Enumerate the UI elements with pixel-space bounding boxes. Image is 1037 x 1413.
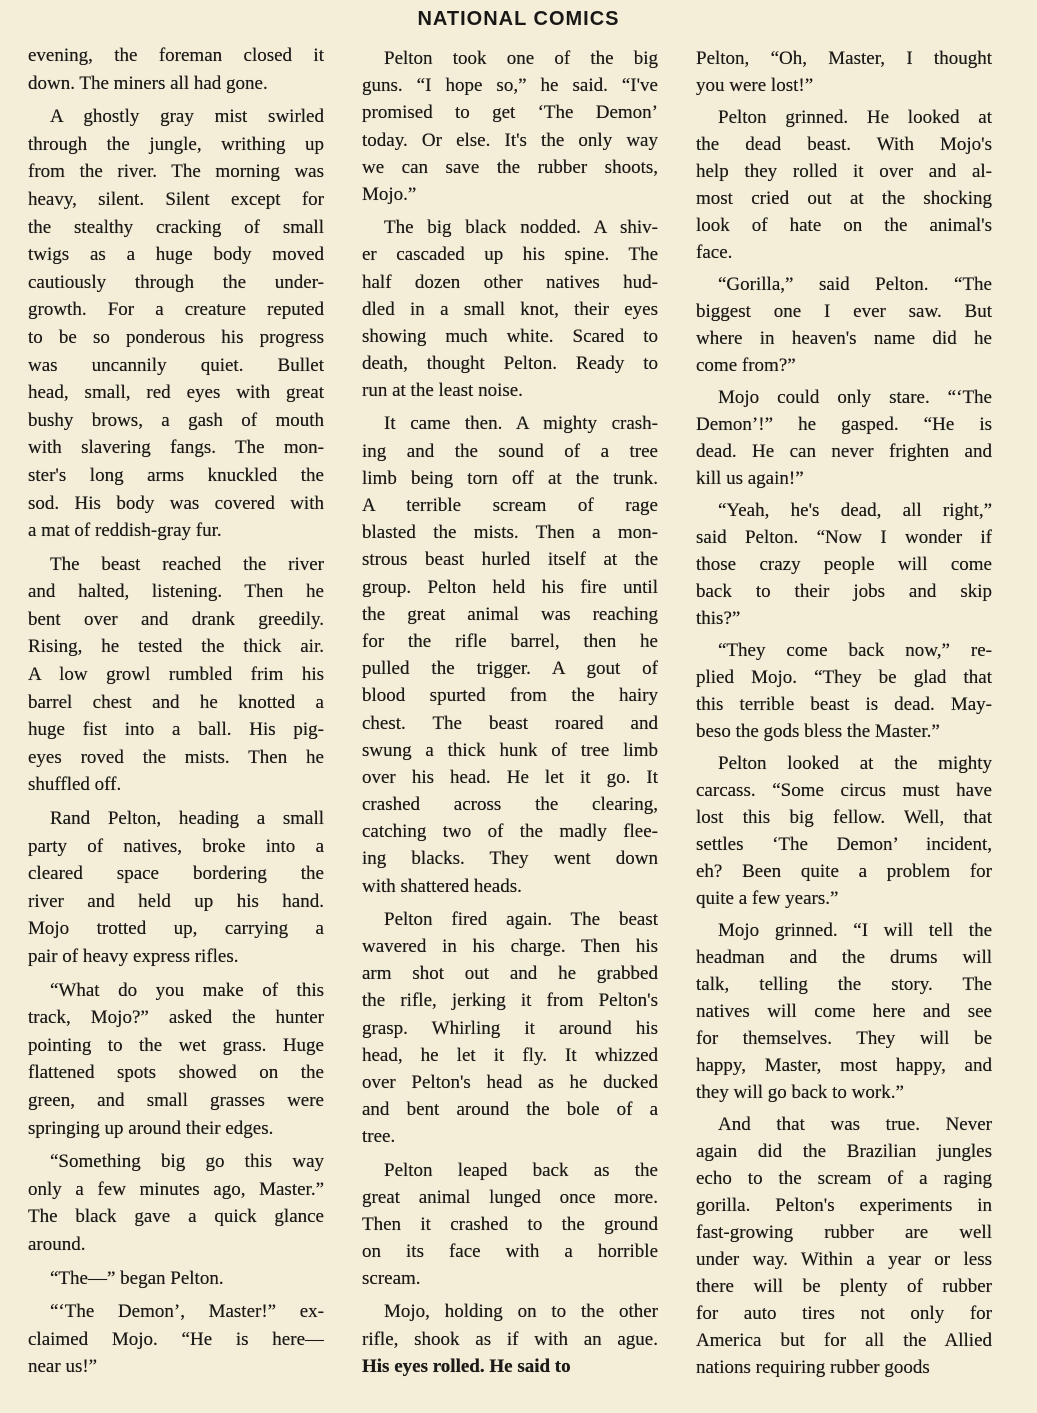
text-column-3 <box>696 45 992 1386</box>
text-line: over his head. He let it go. It <box>362 766 658 788</box>
text-line: run at the least noise. <box>362 380 523 402</box>
text-line: blood spurted from the hairy <box>362 685 658 707</box>
text-line: shuffled off. <box>28 774 122 796</box>
text-line: springing up around their edges. <box>28 1117 274 1139</box>
text-line: barrel chest and he knotted a <box>28 691 324 713</box>
text-line: echo to the scream of a raging <box>696 1168 992 1189</box>
text-line: come from?” <box>696 355 796 376</box>
text-line: “Yeah, he's dead, all right,” <box>718 500 992 521</box>
text-line: wavered in his charge. Then his <box>362 936 658 957</box>
text-line: A low growl rumbled frim his <box>28 664 324 686</box>
text-line: those crazy people will come <box>696 554 992 575</box>
text-line: was uncannily quiet. Bullet <box>28 354 324 376</box>
text-line: “They come back now,” re- <box>718 640 992 661</box>
text-line: Pelton, “Oh, Master, I thought <box>696 48 992 69</box>
text-line: around. <box>28 1233 86 1255</box>
text-line: “What do you make of this <box>50 979 324 1001</box>
text-line: this?” <box>696 608 741 629</box>
text-line: face. <box>696 242 733 263</box>
text-line: huge fist into a ball. His pig- <box>28 719 324 741</box>
text-line: Mojo could only stare. “‘The <box>718 387 992 408</box>
paragraph <box>696 637 992 745</box>
paragraph <box>696 497 992 632</box>
text-line: flattened spots showed on the <box>28 1062 324 1084</box>
text-line: swung a thick hunk of tree limb <box>362 739 658 761</box>
text-line: biggest one I ever saw. But <box>696 301 992 322</box>
text-line: with shattered heads. <box>362 875 522 897</box>
text-line: grasp. Whirling it around his <box>362 1017 658 1039</box>
text-line: dead. He can never frighten and <box>696 441 992 462</box>
text-line: help they rolled it over and al- <box>696 161 992 182</box>
text-line: Pelton looked at the mighty <box>718 753 992 774</box>
text-line: A terrible scream of rage <box>362 495 658 516</box>
page-header-title: NATIONAL COMICS <box>417 8 620 30</box>
paragraph <box>28 1298 324 1381</box>
paragraph <box>362 214 658 404</box>
text-line: this terrible beast is dead. May- <box>696 694 992 715</box>
paragraph <box>28 977 324 1143</box>
paragraph <box>362 1157 658 1293</box>
text-line: river and held up his hand. <box>28 890 324 912</box>
text-line: party of natives, broke into a <box>28 835 324 857</box>
text-line: Mojo trotted up, carrying a <box>28 918 324 940</box>
paragraph <box>362 1298 658 1380</box>
text-line: crashed across the clearing, <box>362 794 658 816</box>
text-line: Mojo, holding on to the other <box>384 1301 658 1323</box>
text-line: ster's long arms knuckled the <box>28 464 324 486</box>
text-line: Demon’!” he gasped. “He is <box>696 414 992 435</box>
text-line: heavy, silent. Silent except for <box>28 188 324 210</box>
text-line: And that was true. Never <box>718 1114 992 1135</box>
text-line: cautiously through the under- <box>28 271 324 293</box>
text-line: “Something big go this way <box>50 1151 324 1173</box>
text-line: promised to get ‘The Demon’ <box>362 102 658 124</box>
text-line: showing much white. Scared to <box>362 325 658 347</box>
text-line: Mojo.” <box>362 183 417 205</box>
text-line: gorilla. Pelton's experiments in <box>696 1195 992 1216</box>
text-line: strous beast hurled itself at the <box>362 549 658 571</box>
text-line: pointing to the wet grass. Huge <box>28 1034 324 1056</box>
text-line: scream. <box>362 1268 421 1290</box>
text-line: for themselves. They will be <box>696 1028 992 1049</box>
text-line: the stealthy cracking of small <box>28 216 324 238</box>
text-line: blasted the mists. Then a mon- <box>362 522 658 544</box>
text-line: America but for all the Allied <box>696 1330 992 1351</box>
text-line: nations requiring rubber goods <box>696 1357 930 1378</box>
text-line: with slavering fangs. The mon- <box>28 437 324 459</box>
text-line: fast-growing rubber are well <box>696 1222 992 1243</box>
text-line: under way. Within a year or less <box>696 1249 992 1270</box>
paragraph <box>28 805 324 971</box>
text-line: look of hate on the animal's <box>696 215 992 236</box>
text-line: eh? Been quite a problem for <box>696 861 992 882</box>
text-line: through the jungle, writhing up <box>28 133 324 155</box>
text-line: Pelton took one of the big <box>384 48 658 69</box>
text-line: dled in a small knot, their eyes <box>362 298 658 320</box>
text-line: bushy brows, a gash of mouth <box>28 409 324 431</box>
text-line: you were lost!” <box>696 75 814 96</box>
text-line: kill us again!” <box>696 468 804 489</box>
text-line: ing blacks. They went down <box>362 848 658 870</box>
text-line: from the river. The morning was <box>28 161 324 183</box>
text-line: down. The miners all had gone. <box>28 72 268 94</box>
text-line: a mat of reddish-gray fur. <box>28 520 222 542</box>
text-line: only a few minutes ago, Master.” <box>28 1178 324 1200</box>
text-line: carcass. “Some circus must have <box>696 780 992 801</box>
text-line: half dozen other natives hud- <box>362 271 658 293</box>
text-line: Then it crashed to the ground <box>362 1213 658 1235</box>
paragraph <box>28 103 324 545</box>
paragraph <box>696 1111 992 1381</box>
text-line: His eyes rolled. He said to <box>362 1355 571 1377</box>
text-line: Pelton leaped back as the <box>384 1159 658 1181</box>
text-line: said Pelton. “Now I wonder if <box>696 527 992 548</box>
text-line: on its face with a horrible <box>362 1241 658 1263</box>
paragraph <box>28 1265 324 1293</box>
paragraph <box>28 42 324 97</box>
text-line: great animal lunged once more. <box>362 1186 658 1208</box>
paragraph <box>696 271 992 379</box>
text-line: today. Or else. It's the only way <box>362 129 658 151</box>
text-line: chest. The beast roared and <box>362 712 658 734</box>
text-line: lost this big fellow. Well, that <box>696 807 992 828</box>
text-line: eyes roved the mists. Then he <box>28 746 324 768</box>
text-line: Pelton grinned. He looked at <box>718 107 992 128</box>
text-line: pulled the trigger. A gout of <box>362 658 658 680</box>
text-line: guns. “I hope so,” he said. “I've <box>362 75 658 97</box>
text-line: for auto tires not only for <box>696 1303 992 1324</box>
text-line: and bent around the bole of a <box>362 1099 658 1121</box>
text-line: Rand Pelton, heading a small <box>50 808 324 830</box>
text-line: headman and the drums will <box>696 947 992 968</box>
text-line: pair of heavy express rifles. <box>28 946 239 967</box>
text-line: er cascaded up his spine. The <box>362 244 658 266</box>
text-line: happy, Master, most happy, and <box>696 1055 992 1076</box>
paragraph <box>28 1148 324 1258</box>
text-line: near us!” <box>28 1356 98 1378</box>
text-line: rifle, shook as if with an ague. <box>362 1328 658 1350</box>
text-line: head, small, red eyes with great <box>28 382 324 404</box>
paragraph <box>362 410 658 899</box>
text-line: arm shot out and he grabbed <box>362 963 658 985</box>
text-line: cleared space bordering the <box>28 863 324 885</box>
text-line: Mojo grinned. “I will tell the <box>718 920 992 941</box>
text-line: the rifle, jerking it from Pelton's <box>362 990 658 1012</box>
text-line: It came then. A mighty crash- <box>384 413 658 435</box>
paragraph <box>696 104 992 266</box>
text-line: claimed Mojo. “He is here— <box>28 1328 324 1350</box>
text-line: The beast reached the river <box>50 553 324 575</box>
paragraph <box>28 551 324 799</box>
text-line: plied Mojo. “They be glad that <box>696 667 992 688</box>
text-line: for the rifle barrel, then he <box>362 630 658 652</box>
text-line: head, he let it fly. It whizzed <box>362 1044 658 1066</box>
paragraph <box>696 917 992 1106</box>
text-line: and halted, listening. Then he <box>28 581 324 603</box>
text-line: bent over and drank greedily. <box>28 608 324 630</box>
text-line: beso the gods bless the Master.” <box>696 721 940 742</box>
text-line: where in heaven's name did he <box>696 328 992 349</box>
text-line: the dead beast. With Mojo's <box>696 134 992 155</box>
text-line: over Pelton's head as he ducked <box>362 1071 658 1093</box>
text-line: evening, the foreman closed it <box>28 45 324 66</box>
text-line: “Gorilla,” said Pelton. “The <box>718 274 992 295</box>
text-line: track, Mojo?” asked the hunter <box>28 1007 324 1029</box>
text-line: natives will come here and see <box>696 1001 992 1022</box>
paragraph <box>696 384 992 492</box>
text-line: Pelton fired again. The beast <box>384 908 658 930</box>
text-line: back to their jobs and skip <box>696 581 992 602</box>
paragraph <box>362 906 658 1151</box>
text-column-1 <box>28 42 324 1387</box>
text-line: catching two of the madly flee- <box>362 821 658 843</box>
text-line: the great animal was reaching <box>362 603 658 625</box>
text-line: A ghostly gray mist swirled <box>50 106 324 128</box>
text-line: again did the Brazilian jungles <box>696 1141 992 1162</box>
text-line: they will go back to work.” <box>696 1082 904 1103</box>
text-line: sod. His body was covered with <box>28 492 324 514</box>
text-column-2 <box>362 45 658 1386</box>
paragraph <box>696 750 992 912</box>
text-line: there will be plenty of rubber <box>696 1276 992 1297</box>
text-line: The big black nodded. A shiv- <box>384 217 658 239</box>
text-line: most cried out at the shocking <box>696 188 992 209</box>
text-line: settles ‘The Demon’ incident, <box>696 834 992 855</box>
text-line: “The—” began Pelton. <box>50 1267 224 1289</box>
text-line: green, and small grasses were <box>28 1089 324 1111</box>
text-line: we can save the rubber shoots, <box>362 156 658 178</box>
text-line: ing and the sound of a tree <box>362 440 658 462</box>
text-line: tree. <box>362 1126 396 1148</box>
text-line: group. Pelton held his fire until <box>362 576 658 598</box>
paragraph <box>362 45 658 208</box>
text-line: limb being torn off at the trunk. <box>362 467 658 489</box>
text-line: twigs as a huge body moved <box>28 244 324 266</box>
text-line: Rising, he tested the thick air. <box>28 636 324 658</box>
text-line: The black gave a quick glance <box>28 1206 324 1228</box>
text-line: quite a few years.” <box>696 888 839 909</box>
paragraph <box>696 45 992 99</box>
text-line: death, thought Pelton. Ready to <box>362 353 658 375</box>
text-line: growth. For a creature reputed <box>28 299 324 321</box>
text-line: talk, telling the story. The <box>696 974 992 995</box>
text-line: “‘The Demon’, Master!” ex- <box>50 1301 324 1323</box>
text-line: to be so ponderous his progress <box>28 326 324 348</box>
